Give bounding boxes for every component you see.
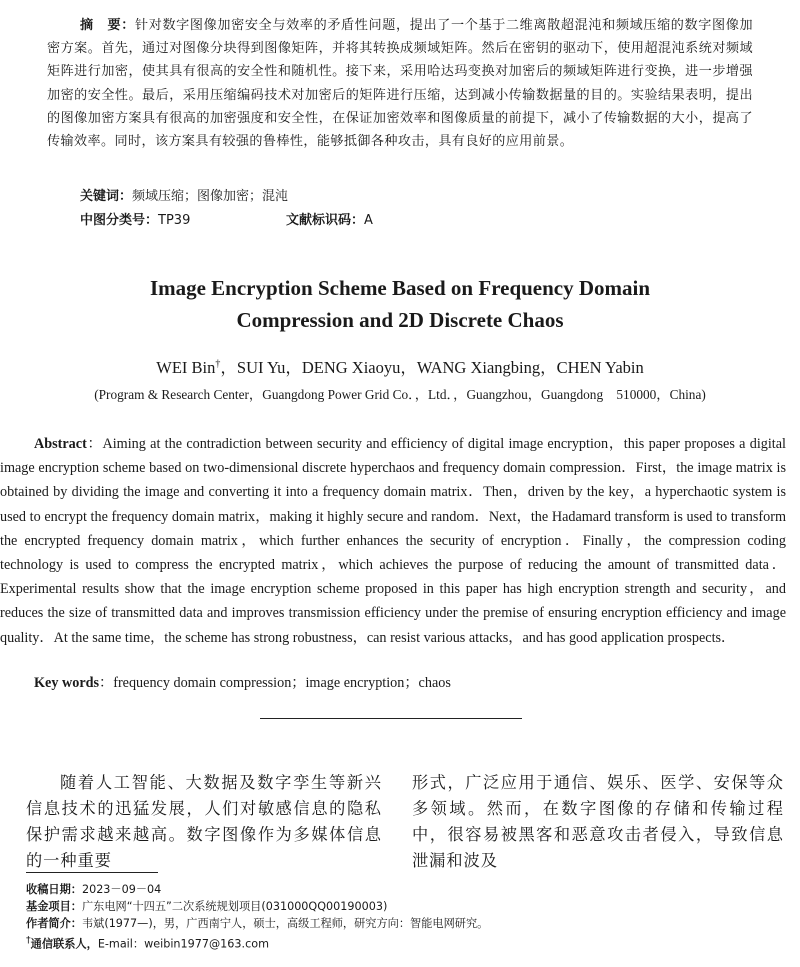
footnotes <box>26 881 786 953</box>
other-authors: ，SUI Yu，DENG Xiaoyu，WANG Xiangbing，CHEN Yabin <box>220 358 644 377</box>
paper-title <box>0 272 800 336</box>
body-right-column <box>412 770 784 874</box>
body-left-text: 随着人工智能、大数据及数字孪生等新兴信息技术的迅猛发展，人们对敏感信息的隐私保护需求越来越高。数字图像作为多媒体信息的一种重要 <box>26 773 382 870</box>
fund-value: 广东电网“十四五”二次系统规划项目(031000QQ00190003) <box>81 900 388 913</box>
english-keywords-text: ：frequency domain compression；image encryption；chaos <box>99 675 451 691</box>
paper-title-line1: Image Encryption Scheme Based on Frequency Domain <box>149 276 651 300</box>
contact-label: 通信联系人， <box>30 937 98 951</box>
chinese-abstract-label: 摘 要： <box>80 18 135 33</box>
paper-title-line2: Compression and 2D Discrete Chaos <box>236 308 564 332</box>
chinese-abstract-text: 针对数字图像加密安全与效率的矛盾性问题，提出了一个基于二维离散超混沌和频域压缩的数字图像加密方案。首先，通过对图像分块得到图像矩阵，并将其转换成频域矩阵。然后在密钥的驱动下，使用超混沌系统对频域矩阵进行加密，使其具有很高的安全性和随机性。接下来，采用哈达玛变换对加密后的频域矩阵进行变换，进一步增强加密的安全性。最后，采用压缩编码技术对加密后的矩阵进行压缩，达到减小传输数据量的目的。实验结果表明，提出的图像加密方案具有很高的加密强度和安全性，在保证加密效率和图像质量的前提下，减小了传输数据的大小，提高了传输效率。同时，该方案具有较强的鲁棒性，能够抵御各种攻击，具有良好的应用前景。 <box>47 18 753 150</box>
chinese-keywords-text: 频域压缩；图像加密；混沌 <box>132 189 289 204</box>
chinese-keywords-label: 关键词： <box>80 189 133 204</box>
clc-value: TP39 <box>158 213 191 228</box>
body-right-text: 形式，广泛应用于通信、娱乐、医学、安保等众多领域。然而，在数字图像的存储和传输过程中，很容易被黑客和恶意攻击者侵入，导致信息泄漏和波及 <box>412 773 784 870</box>
english-keywords <box>34 672 451 692</box>
author-bio <box>26 915 786 932</box>
chinese-abstract <box>47 14 753 153</box>
author-bio-value: 韦斌(1977—)，男，广西南宁人，硕士，高级工程师，研究方向：智能电网研究。 <box>81 917 489 930</box>
chinese-keywords <box>80 185 288 204</box>
clc-label: 中图分类号： <box>80 213 159 228</box>
body-left-column <box>26 770 382 874</box>
section-divider <box>260 718 522 719</box>
author-bio-label: 作者简介： <box>26 917 82 930</box>
document-code <box>286 209 373 228</box>
received-value: 2023－09－04 <box>81 883 162 896</box>
document-code-value: A <box>364 213 373 228</box>
corresponding-mark: † <box>215 358 221 370</box>
first-author: WEI Bin <box>156 358 216 377</box>
document-code-label: 文献标识码： <box>286 213 365 228</box>
contact-info <box>26 932 786 953</box>
author-list <box>0 354 800 378</box>
affiliation: (Program & Research Center，Guangdong Power Grid Co．，Ltd．，Guangzhou，Guangdong 510000，China) <box>94 387 706 402</box>
fund-label: 基金项目： <box>26 900 82 913</box>
fund-project <box>26 898 786 915</box>
footnote-divider <box>26 872 158 873</box>
clc-number <box>80 209 190 228</box>
english-abstract <box>0 432 786 650</box>
english-abstract-text: ：Aiming at the contradiction between security and efficiency of digital image encryption，this paper proposes a digital image encryption scheme based on two-dimensional discrete hyperchaos and frequency domain compression．First，the image matrix is obtained by dividing the image and converting it into a frequency domain matrix．Then，driven by the key，a hyperchaotic system is used to encrypt the frequency domain matrix，making it highly secure and random．Next，the Hadamard transform is used to transform the encrypted frequency domain matrix，which further enhances the security of encryption．Finally，the compression coding technology is used to compress the encrypted matrix，which achieves the purpose of reducing the amount of transmitted data．Experimental results show that the image encryption scheme proposed in this paper has high encryption strength and security，and reduces the size of transmitted data and improves transmission efficiency under the premise of ensuring encryption efficiency and image quality．At the same time，the scheme has strong robustness，can resist various attacks，and has good application prospects． <box>0 436 786 646</box>
contact-mark: † <box>26 935 31 946</box>
english-keywords-label: Key words <box>34 675 100 691</box>
received-label: 收稿日期： <box>26 883 82 896</box>
contact-value: E-mail：weibin1977@163.com <box>97 937 269 951</box>
english-abstract-label: Abstract <box>34 436 87 452</box>
received-date <box>26 881 786 898</box>
